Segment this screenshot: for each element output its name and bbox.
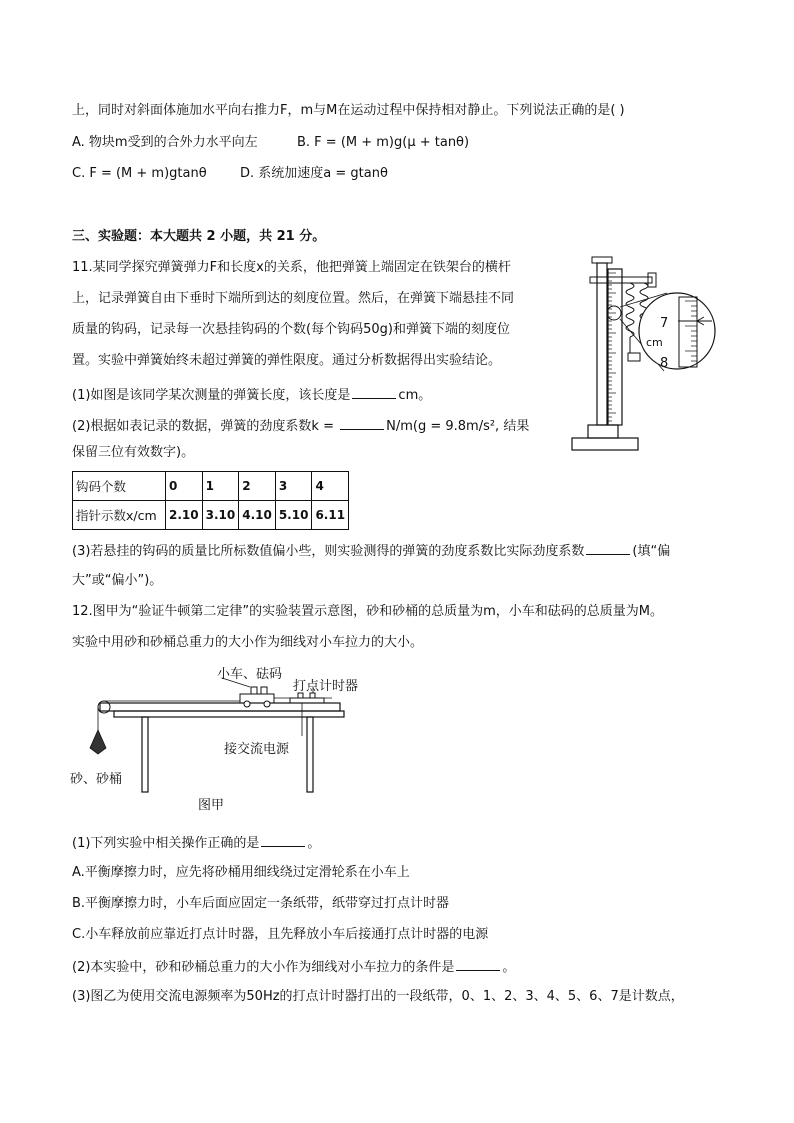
ruler: [608, 269, 622, 425]
table-row: [73, 501, 349, 530]
stand-pole: [597, 263, 607, 425]
ruler-ticks: [608, 273, 616, 421]
base-plate: [572, 438, 638, 450]
answer-blank[interactable]: [352, 384, 396, 399]
q12-part1-end: 。: [307, 836, 321, 851]
q11-part2-text: (2)根据如表记录的数据，弹簧的劲度系数k =: [72, 419, 339, 434]
q12-line2: 实验中用砂和砂桶总重力的大小作为细线对小车拉力的大小。: [72, 635, 424, 650]
q12-option-b: B.平衡摩擦力时，小车后面应固定一条纸带，纸带穿过打点计时器: [72, 896, 450, 911]
table-cell: 2: [239, 472, 276, 501]
q11-part3-line2: 大”或“偏小”)。: [72, 573, 163, 588]
cart-weight: [251, 687, 257, 694]
table-cell: 3: [275, 472, 312, 501]
crossbar: [590, 277, 652, 283]
q10-option-d: D. 系统加速度a = gtanθ: [240, 166, 388, 181]
label-sand: 砂、砂桶: [70, 772, 123, 787]
spring-coil: [626, 283, 634, 337]
q12-part1: [72, 832, 320, 854]
q10-option-c: C. F = (M + m)gtanθ: [72, 166, 207, 181]
scale-label-7: 7: [660, 316, 669, 331]
magnified-view: [639, 293, 715, 369]
cart-wheel: [244, 701, 250, 707]
label-car-weights: 小车、砝码: [217, 667, 283, 682]
spring-apparatus-figure: [560, 255, 720, 455]
q12-option-c: C.小车释放前应靠近打点计时器，且先释放小车后接通打点计时器的电源: [72, 927, 489, 942]
table-cell: 2.10: [166, 501, 203, 530]
q11-part3-tail: (填“偏: [632, 544, 671, 559]
table-cell: 6.11: [312, 501, 349, 530]
q11-line2: 上，记录弹簧自由下垂时下端所到达的刻度位置。然后，在弹簧下端悬挂不同: [72, 291, 515, 306]
q11-part2-line2: 保留三位有效数字)。: [72, 445, 195, 460]
answer-blank[interactable]: [586, 540, 630, 555]
q11-line4: 置。实验中弹簧始终未超过弹簧的弹性限度。通过分析数据得出实验结论。: [72, 353, 502, 368]
scale-unit-label: cm: [646, 336, 663, 349]
table-cell: 0: [166, 472, 203, 501]
track-board: [100, 703, 340, 711]
q11-part2-unit: N/m(g = 9.8m/s², 结果: [386, 419, 530, 434]
pole-cap: [592, 257, 612, 263]
q11-part1: [72, 384, 431, 406]
table-cell: 4: [312, 472, 349, 501]
figure-caption: 图甲: [198, 798, 225, 813]
table-cell: 5.10: [275, 501, 312, 530]
table-cell: 3.10: [202, 501, 239, 530]
q12-part2: [72, 956, 515, 978]
label-timer: 打点计时器: [293, 679, 359, 694]
q12-part3: (3)图乙为使用交流电源频率为50Hz的打点计时器打出的一段纸带，0、1、2、3、4、5、6、7是计数点，: [72, 989, 684, 1004]
cart-weight: [261, 687, 267, 694]
answer-blank[interactable]: [456, 956, 500, 971]
q12-part1-text: (1)下列实验中相关操作正确的是: [72, 836, 260, 851]
q12-option-a: A.平衡摩擦力时，应先将砂桶用细线绕过定滑轮系在小车上: [72, 865, 410, 880]
table-cell: 4.10: [239, 501, 276, 530]
q10-option-b: B. F = (M + m)g(μ + tanθ): [297, 135, 470, 150]
q11-part3-text: (3)若悬挂的钩码的质量比所标数值偏小些，则实验测得的弹簧的劲度系数比实际劲度系数: [72, 544, 585, 559]
q11-line3: 质量的钩码，记录每一次悬挂钩码的个数(每个钩码50g)和弹簧下端的刻度位: [72, 322, 510, 337]
table-leg: [307, 717, 313, 792]
q10-option-a: A. 物块m受到的合外力水平向左: [72, 135, 258, 150]
cart-experiment-figure: [62, 660, 382, 815]
scale-label-8: 8: [660, 356, 669, 371]
table-row: [73, 472, 349, 501]
q12-part2-text: (2)本实验中，砂和砂桶总重力的大小作为细线对小车拉力的条件是: [72, 960, 455, 975]
q12-part2-end: 。: [502, 960, 516, 975]
table-row-header: 钩码个数: [73, 472, 166, 501]
q11-part3: [72, 540, 670, 562]
q12-line1: 12.图甲为“验证牛顿第二定律”的实验装置示意图，砂和砂桶的总质量为m，小车和砝码的总质量为M。: [72, 604, 664, 619]
q11-part1-unit: cm。: [398, 388, 432, 403]
label-power: 接交流电源: [224, 742, 290, 757]
table-cell: 1: [202, 472, 239, 501]
table-leg: [142, 717, 148, 792]
answer-blank[interactable]: [261, 832, 305, 847]
data-table: [72, 471, 349, 530]
sand-bucket: [90, 730, 106, 754]
timer-body: [290, 698, 324, 703]
q11-part2: [72, 415, 529, 437]
q11-line1: 11.某同学探究弹簧弹力F和长度x的关系，他把弹簧上端固定在铁架台的横杆: [72, 260, 511, 275]
base-block: [588, 425, 618, 438]
q11-part1-text: (1)如图是该同学某次测量的弹簧长度，该长度是: [72, 388, 351, 403]
table-row-header: 指针示数x/cm: [73, 501, 166, 530]
section-heading: 三、实验题：本大题共 2 小题，共 21 分。: [72, 229, 326, 244]
q10-stem-end: 上，同时对斜面体施加水平向右推力F，m与M在运动过程中保持相对静止。下列说法正确的是( ): [72, 103, 625, 118]
cart-wheel: [264, 701, 270, 707]
table-top: [114, 711, 344, 717]
answer-blank[interactable]: [340, 415, 384, 430]
